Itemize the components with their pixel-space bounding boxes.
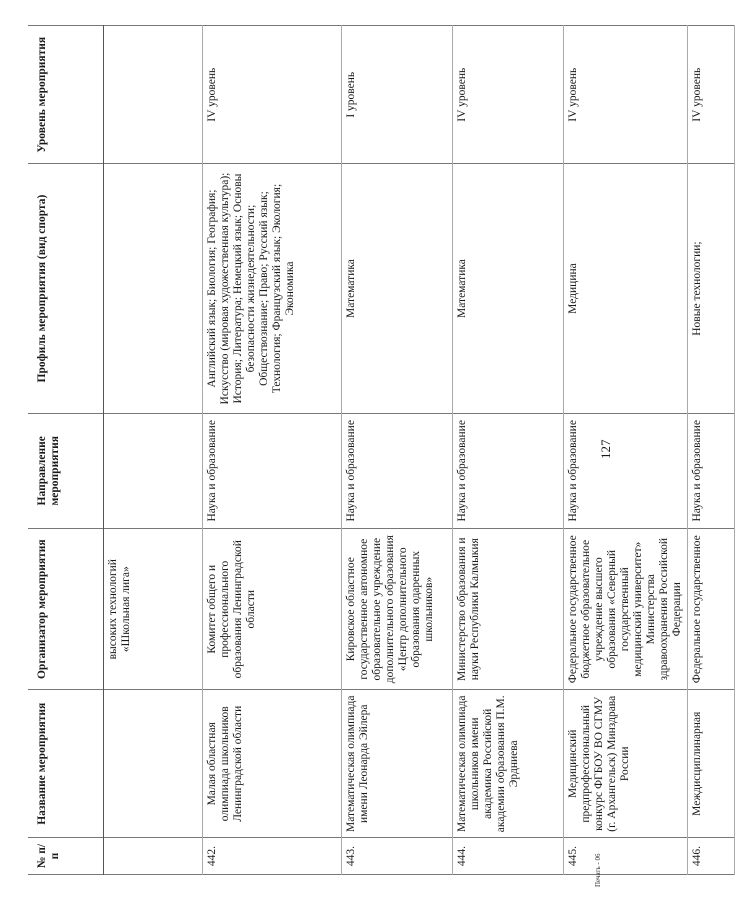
event-organizer: Кировское областное государственное автономное образовательное учреждение дополнительного образования «Центр дополнительного образования одаренных школьников» [342,528,453,689]
row-number [104,838,203,875]
event-level: IV уровень [688,26,735,164]
event-profile: Английский язык; Биология; География; Искусство (мировая художественная культура); История; Литература; Немецкий язык; Основы безопасности жизнедеятельности; Обществознание; Право; Русский язык; Технология; Французский язык; Экология; Экономика [203,164,342,413]
event-name [104,690,203,838]
event-profile: Математика [453,164,564,413]
event-profile: Математика [342,164,453,413]
event-level: IV уровень [203,26,342,164]
event-name: Математическая олимпиада школьников имени академика Российской академии образования П.М. Эрдниева [453,690,564,838]
footer-note: Печать - 06 [594,853,602,887]
event-name: Медицинский предпрофессиональный конкурс ФГБОУ ВО СГМУ (г. Архангельск) Минздрава России [564,690,688,838]
header-organizer: Организатор мероприятия [28,528,104,689]
event-profile: Медицина [564,164,688,413]
event-organizer: Комитет общего и профессионального образования Ленинградской области [203,528,342,689]
row-number: 446. [688,838,735,875]
event-direction: Наука и образование [688,413,735,528]
event-direction: Наука и образование [564,413,688,528]
table-row [104,26,203,875]
event-direction: Наука и образование [342,413,453,528]
page-number: 127 [598,439,613,459]
table-row [564,26,688,875]
events-table [28,25,735,875]
event-level: IV уровень [564,26,688,164]
event-organizer: Федеральное государственное [688,528,735,689]
table-row [453,26,564,875]
table-row [688,26,735,875]
event-name: Междисциплинарная [688,690,735,838]
event-direction: Наука и образование [203,413,342,528]
event-level [104,26,203,164]
event-name: Математическая олимпиада имени Леонарда Эйлера [342,690,453,838]
event-direction [104,413,203,528]
event-profile: Новые технологии; [688,164,735,413]
table-header-row [28,26,104,875]
event-organizer: Министерство образования и науки Республики Калмыкия [453,528,564,689]
header-event-name: Название мероприятия [28,690,104,838]
event-profile [104,164,203,413]
row-number: 443. [342,838,453,875]
header-direction: Направление мероприятия [28,413,104,528]
event-direction: Наука и образование [453,413,564,528]
header-level: Уровень мероприятия [28,26,104,164]
event-level: I уровень [342,26,453,164]
event-organizer: высоких технологий «Школьная лига» [104,528,203,689]
row-number: 442. [203,838,342,875]
event-name: Малая областная олимпиада школьников Ленинградской области [203,690,342,838]
row-number: 445. [564,838,688,875]
header-profile: Профиль мероприятия (вид спорта) [28,164,104,413]
row-number: 444. [453,838,564,875]
event-organizer: Федеральное государственное бюджетное образовательное учреждение высшего образования «Северный государственный медицинский университет» Министерства здравоохранения Российской Федерации [564,528,688,689]
table-row [342,26,453,875]
event-level: IV уровень [453,26,564,164]
table-row [203,26,342,875]
header-number: № п/п [28,838,104,875]
